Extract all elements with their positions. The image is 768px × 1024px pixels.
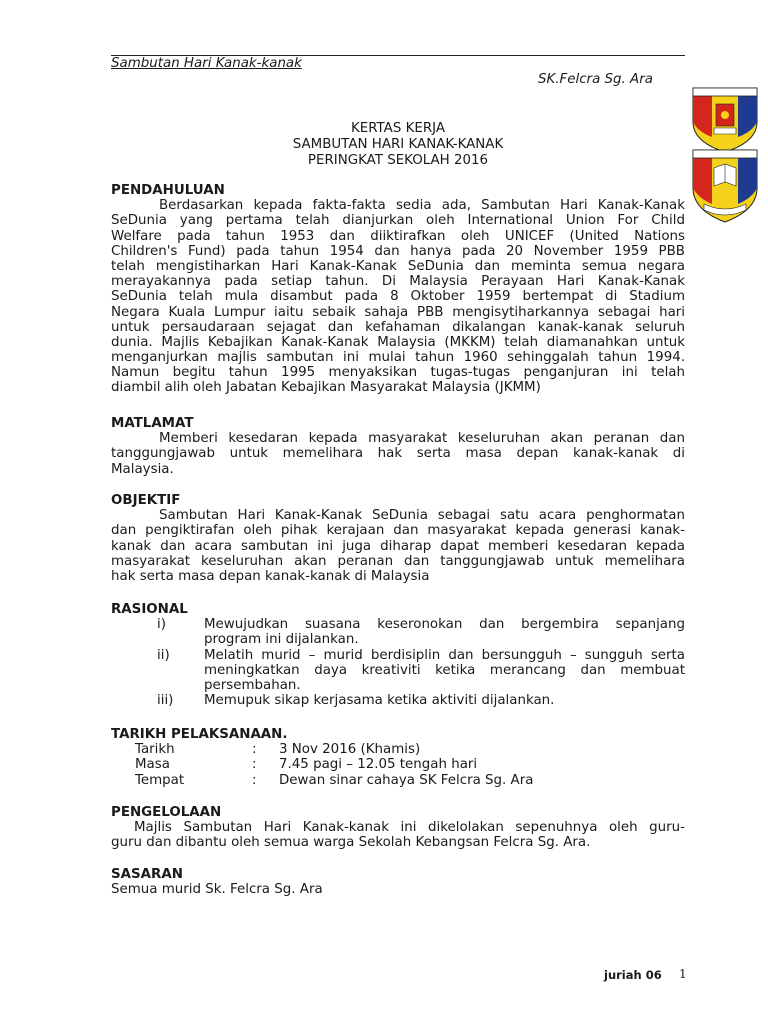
sasaran-text: Semua murid Sk. Felcra Sg. Ara bbox=[111, 882, 323, 898]
paragraph-line: diambil alih oleh Jabatan Kebajikan Masyarakat Malaysia (JKMM) bbox=[111, 380, 541, 396]
section-tarikh-pelaksanaan bbox=[111, 727, 685, 788]
item-line: persembahan. bbox=[204, 677, 301, 693]
title-line-3: PERINGKAT SEKOLAH 2016 bbox=[307, 153, 489, 168]
paragraph-line: kanak dan acara sambutan ini juga diharap dapat memberi kesedaran kepada bbox=[111, 538, 685, 554]
section-heading: MATLAMAT bbox=[111, 416, 194, 431]
section-sasaran bbox=[111, 867, 685, 897]
paragraph-line: telah mengistiharkan Hari Kanak-Kanak SeDunia dan meminta semua negara bbox=[111, 258, 685, 274]
header-title: Sambutan Hari Kanak-kanak bbox=[111, 56, 302, 71]
item-number: ii) bbox=[157, 647, 170, 663]
paragraph-line: Negara Kuala Lumpur iaitu sebaik sahaja PBB mengisytiharkannya sebagai hari bbox=[111, 304, 685, 320]
paragraph bbox=[111, 198, 685, 395]
paragraph-line: Berdasarkan kepada fakta-fakta sedia ada, Sambutan Hari Kanak-Kanak bbox=[159, 198, 685, 214]
detail-value: Dewan sinar cahaya SK Felcra Sg. Ara bbox=[279, 772, 534, 788]
page-number: 1 bbox=[679, 967, 687, 981]
section-pendahuluan bbox=[111, 183, 685, 396]
paragraph-line: menganjurkan majlis sambutan ini mulai tahun 1960 sehinggalah tahun 1994. bbox=[111, 350, 685, 366]
paragraph-line: Majlis Sambutan Hari Kanak-kanak ini dikelolakan sepenuhnya oleh guru- bbox=[134, 820, 685, 836]
paragraph-line: Memberi kesedaran kepada masyarakat keseluruhan akan peranan dan bbox=[159, 431, 685, 447]
paragraph-line: untuk persaudaraan sejagat dan kefahaman dikalangan kanak-kanak seluruh bbox=[111, 319, 685, 335]
rasional-item bbox=[111, 648, 685, 694]
detail-colon: : bbox=[252, 772, 257, 788]
rasional-item bbox=[111, 693, 685, 708]
paragraph-line: Welfare pada tahun 1953 dan diiktirafkan oleh UNICEF (United Nations bbox=[111, 228, 685, 244]
footer-label: juriah 06 bbox=[604, 968, 662, 982]
paragraph-line: SeDunia yang pertama telah dianjurkan oleh International Union For Child bbox=[111, 213, 685, 229]
section-pengelolaan bbox=[111, 805, 685, 851]
section-heading: RASIONAL bbox=[111, 602, 188, 617]
header-school-name: SK.Felcra Sg. Ara bbox=[538, 72, 653, 87]
detail-value: 3 Nov 2016 (Khamis) bbox=[279, 742, 421, 758]
section-heading: SASARAN bbox=[111, 867, 183, 882]
detail-value: 7.45 pagi – 12.05 tengah hari bbox=[279, 757, 478, 773]
paragraph-line: Namun begitu tahun 1995 menyaksikan tugas-tugas penganjuran ini telah bbox=[111, 365, 685, 381]
section-heading: OBJEKTIF bbox=[111, 493, 181, 508]
section-objektif bbox=[111, 493, 685, 584]
document-title bbox=[111, 121, 685, 169]
detail-colon: : bbox=[252, 742, 257, 758]
paragraph-line: Malaysia. bbox=[111, 461, 174, 477]
item-number: iii) bbox=[157, 693, 174, 709]
paragraph bbox=[111, 431, 685, 477]
paragraph-line: Sambutan Hari Kanak-Kanak SeDunia sebagai satu acara penghormatan bbox=[159, 508, 685, 524]
detail-row bbox=[111, 742, 685, 757]
section-heading: PENGELOLAAN bbox=[111, 805, 222, 820]
paragraph-line: SeDunia telah mula disambut pada 8 Oktober 1959 bertempat di Stadium bbox=[111, 289, 685, 305]
paragraph-line: dan pengiktirafan oleh pihak kerajaan dan masyarakat kepada generasi kanak- bbox=[111, 523, 685, 539]
section-matlamat bbox=[111, 416, 685, 477]
item-line: meningkatkan daya kreativiti ketika merancang dan membuat bbox=[204, 662, 685, 678]
school-crest-logo bbox=[690, 82, 760, 226]
item-line: Mewujudkan suasana keseronokan dan bergembira sepanjang bbox=[204, 617, 685, 633]
detail-key: Tempat bbox=[135, 772, 185, 788]
item-number: i) bbox=[157, 617, 166, 633]
crest-bottom bbox=[693, 150, 757, 222]
section-heading: PENDAHULUAN bbox=[111, 183, 225, 198]
paragraph-line: Children's Fund) pada tahun 1954 dan hanya pada 20 November 1959 PBB bbox=[111, 243, 685, 259]
paragraph-line: dunia. Majlis Kebajikan Kanak-Kanak Malaysia (MKKM) telah diamanahkan untuk bbox=[111, 334, 685, 350]
paragraph-line: tanggungjawab untuk memelihara hak serta masa depan kanak-kanak di bbox=[111, 446, 685, 462]
detail-key: Masa bbox=[135, 757, 170, 773]
paragraph bbox=[111, 820, 685, 850]
paragraph-line: guru dan dibantu oleh semua warga Sekolah Kebangsan Felcra Sg. Ara. bbox=[111, 835, 591, 851]
detail-row bbox=[111, 757, 685, 772]
item-line: program ini dijalankan. bbox=[204, 632, 359, 648]
section-rasional bbox=[111, 602, 685, 708]
crest-top bbox=[693, 88, 757, 152]
paragraph bbox=[111, 508, 685, 584]
paragraph-line: merayakannya pada setiap tahun. Di Malaysia Perayaan Hari Kanak-Kanak bbox=[111, 274, 685, 290]
detail-colon: : bbox=[252, 757, 257, 773]
rasional-item bbox=[111, 617, 685, 647]
detail-key: Tarikh bbox=[135, 742, 175, 758]
title-line-1: KERTAS KERJA bbox=[350, 121, 446, 136]
section-heading: TARIKH PELAKSANAAN. bbox=[111, 727, 288, 742]
paragraph-line: hak serta masa depan kanak-kanak di Malaysia bbox=[111, 568, 430, 584]
title-line-2: SAMBUTAN HARI KANAK-KANAK bbox=[292, 137, 504, 152]
item-line: Melatih murid – murid berdisiplin dan bersungguh – sungguh serta bbox=[204, 647, 685, 663]
paragraph-line: masyarakat keseluruhan akan peranan dan tanggungjawab untuk memelihara bbox=[111, 553, 685, 569]
item-line: Memupuk sikap kerjasama ketika aktiviti dijalankan. bbox=[204, 693, 555, 709]
detail-row bbox=[111, 773, 685, 788]
